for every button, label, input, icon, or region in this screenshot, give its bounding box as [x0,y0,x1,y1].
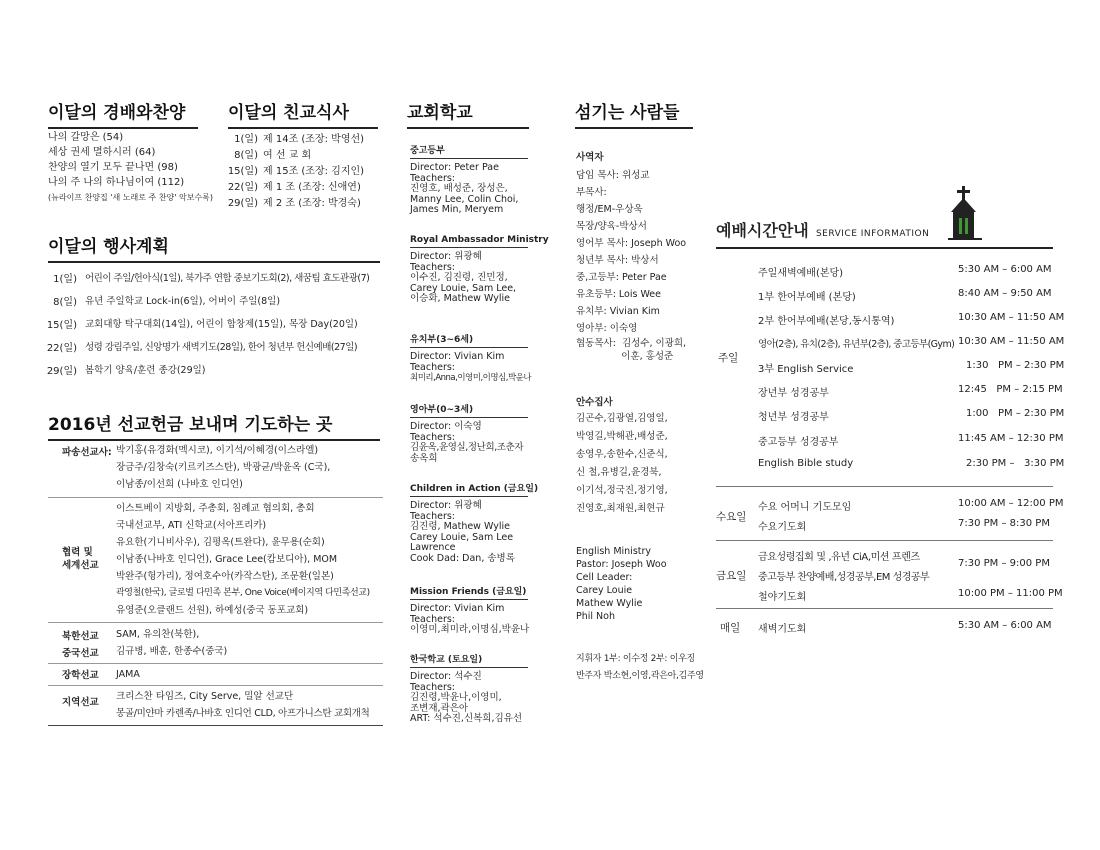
divider [716,608,1053,609]
service-name: 새벽기도회 [758,624,807,635]
school-section: Mission Friends (금요일) Director: Vivian Kim Teachers: 이영미,최미라,이명심,박윤나 [410,584,528,636]
school-section: 중고등부 Director: Peter Pae Teachers: 진영호, 배성준, 장성은, Manny Lee, Colin Choi, James Min, Meryem [410,143,528,216]
mission-lines: 이스트베이 지방회, 주총회, 침례교 협의회, 총회 국내선교부, ATI 신학교(서아프리카) 유요한(기니비사우), 김평옥(트완다), 윤무용(순회) 이남종(나바호 인디언), Grace Lee(캄보디아), MOM 박완주(헝가리), 정여호수아(카작스탄), 조문환(일본) 곽영철(한국), 글로벌 다민족 본부, One Voice(베이지역 다민족선교) 유영준(오클랜드 선원), 하예성(중국 동포교회) [116,503,370,616]
divider [48,685,383,686]
service-time: 10:30 AM – 11:50 AM [958,312,1065,323]
list-item: 나의 주 나의 하나님이여 (112) [48,177,185,188]
divider [48,497,383,498]
section-heading: Children in Action (금요일) [410,481,528,497]
mission-label: 장학선교 [62,670,99,681]
service-table [716,250,1065,640]
service-time: 10:00 PM – 11:00 PM [958,588,1063,599]
service-time: 2:30 PM – 3:30 PM [966,458,1065,469]
school-section: Children in Action (금요일) Director: 위광혜 Teachers: 김진령, Mathew Wylie Carey Louie, Sam Lee Lawrence Cook Dad: Dan, 송병록 [410,481,528,564]
section-heading: 한국학교 (토요일) [410,652,528,668]
service-subtitle: SERVICE INFORMATION [815,229,930,239]
divider [48,663,383,664]
list-item: 8(일) 여 선 교 회 [234,150,312,161]
day-label: 수요일 [716,511,747,523]
service-name: 중고등부 찬양예배,성경공부,EM 성경공부 [758,572,930,583]
list-item: 찬양의 열기 모두 끝나면 (98) [48,162,178,173]
fellowship-list [226,132,386,212]
mission-lines: SAM, 유의찬(북한), 김규병, 배훈, 한종수(중국) [116,629,228,657]
day-label: 주일 [718,352,739,364]
servants-title: 섬기는 사람들 [575,98,693,129]
service-time: 11:45 AM – 12:30 PM [958,433,1064,444]
list-item: 15(일) 제 15조 (조장: 김지인) [227,166,365,177]
day-label: 금요일 [716,570,747,582]
service-name: 2부 한어부예배(본당,동시통역) [758,316,895,327]
mission-label: 협력 및 세계선교 [62,547,99,571]
deacons-block: 안수집사 김곤수,김광열,김영일, 박영길,박해관,배성준, 송영우,송한수,신준식, 신 철,유병길,윤경북, 이기석,정국진,정기영, 진영호,최재원,최현규 [576,394,668,518]
service-title: 예배시간안내 [716,221,809,240]
service-name: 청년부 성경공부 [758,412,829,423]
hymn-list [48,130,213,205]
list-item: 29(일) 봄학기 양육/훈련 종강(29일) [46,365,206,377]
service-time: 10:30 AM – 11:50 AM [958,336,1065,347]
service-name: 3부 English Service [758,364,854,375]
section-heading: 사역자 [576,152,604,163]
service-name: 철야기도회 [758,592,807,603]
service-time: 12:45 PM – 2:15 PM [958,384,1063,395]
hymn-note: (뉴라이프 찬양집 '새 노래로 주 찬양' 악보수록) [48,193,214,202]
divider [716,486,1053,487]
service-name: 수요기도회 [758,522,807,533]
service-name: English Bible study [758,458,854,469]
school-section: 영아부(0~3세) Director: 이숙영 Teachers: 김윤옥,윤영실,정난희,조춘자 송옥희 [410,402,528,464]
school-section: Royal Ambassador Ministry Director: 위광혜 Teachers: 이수진, 김진령, 진민정, Carey Louie, Sam Lee, 이승화, Mathew Wylie [410,235,549,304]
section-heading: 안수집사 [576,397,613,408]
mission-lines: 박기홍(유경화(멕시코), 이기석/이혜경(이스라엘) 장금주/김창숙(키르키즈스탄), 박광균/박윤옥 (C국), 이남종/이선희 (나바호 인디언) [116,445,331,490]
music-block: 지휘자 1부: 이수정 2부: 이우징 반주자 박소현,이영,곽은아,김주영 [576,654,704,681]
events-title: 이달의 행사계획 [48,232,380,263]
section-heading: Mission Friends (금요일) [410,584,528,600]
service-name: 주일새벽예배(본당) [758,268,844,279]
service-time: 7:30 PM – 8:30 PM [958,518,1050,529]
divider [716,540,1053,541]
section-heading: Royal Ambassador Ministry [410,235,528,248]
list-item: 22(일) 제 1 조 (조장: 신애연) [227,182,361,193]
service-name: 수요 어머니 기도모임 [758,502,852,513]
service-time: 5:30 AM – 6:00 AM [958,264,1052,275]
hymns-title: 이달의 경배와찬양 [48,98,198,129]
section-heading: 중고등부 [410,143,528,159]
mission-label: 북한선교 중국선교 [62,631,99,659]
service-time: 1:30 PM – 2:30 PM [966,360,1065,371]
mission-label: 파송선교사: [62,447,112,458]
school-title: 교회학교 [407,98,529,129]
service-time: 7:30 PM – 9:00 PM [958,558,1050,569]
divider [48,622,383,623]
day-label: 매일 [720,622,741,634]
mission-lines: 크리스찬 타임즈, City Serve, 밀알 선교단 몽골/미얀마 카렌족/나바호 인디언 CLD, 아프가니스탄 교회개척 [116,691,370,719]
service-time: 1:00 PM – 2:30 PM [966,408,1065,419]
fellowship-title: 이달의 친교식사 [228,98,378,129]
list-item: 29(일) 제 2 조 (조장: 박경숙) [227,198,361,209]
service-name: 금요성령집회 및 ,유년 CiA,미션 프렌즈 [758,552,920,563]
service-header [716,218,1053,249]
events-list [40,270,385,385]
list-item: 15(일) 교회대항 탁구대회(14일), 어린이 합창제(15일), 목장 Day(20일) [46,319,358,331]
missions-title: 2016년 선교헌금 보내며 기도하는 곳 [48,410,380,441]
list-item: 세상 권세 멸하시러 (64) [48,147,156,158]
service-name: 1부 한어부예배 (본당) [758,292,856,303]
divider [48,725,383,726]
list-item: 나의 갈망은 (54) [48,132,124,143]
service-name: 장년부 성경공부 [758,388,829,399]
section-heading: 영아부(0~3세) [410,402,528,418]
school-section: 유치부(3~6세) Director: Vivian Kim Teachers: 최미리,Anna,이영미,이명심,박윤나 [410,332,528,384]
list-item: 1(일) 제 14조 (조장: 박영선) [234,134,365,145]
ministers-block: 사역자 담임 목사: 위성교 부목사: 행정/EM-우상욱 목장/양육-박상서 영어부 목사: Joseph Woo 청년부 목사: 박상서 중,고등부: Peter Pae 유초등부: Lois Wee 유치부: Vivian Kim 영아부: 이숙영 협동목사: 김성수, 이광희, 이훈, 홍성준 [576,149,686,363]
service-time: 5:30 AM – 6:00 AM [958,620,1052,631]
service-name: 영아(2층), 유치(2층), 유년부(2층), 중고등부(Gym) [758,339,955,350]
list-item: 22(일) 성령 강림주일, 신앙명가 새벽기도(28일), 한어 청년부 헌신예배(27일) [46,342,358,354]
english-ministry-block: English Ministry Pastor: Joseph Woo Cell Leader: Carey Louie Mathew Wylie Phil Noh [576,546,667,622]
section-heading: 유치부(3~6세) [410,332,528,348]
mission-label: 지역선교 [62,697,99,708]
list-item: 8(일) 유년 주일학교 Lock-in(6일), 어버이 주일(8일) [53,296,281,308]
mission-lines: JAMA [116,669,140,680]
service-time: 8:40 AM – 9:50 AM [958,288,1052,299]
service-name: 중고등부 성경공부 [758,437,839,448]
list-item: 1(일) 어린이 주일/헌아식(1일), 북가주 연합 중보기도회(2), 새꿈팀 효도관광(7) [53,273,370,285]
school-section: 한국학교 (토요일) Director: 석수진 Teachers: 김진령,박윤나,이영미, 조변재,곽은아 ART: 석수진,신복희,김유선 [410,652,528,725]
service-time: 10:00 AM – 12:00 PM [958,498,1064,509]
